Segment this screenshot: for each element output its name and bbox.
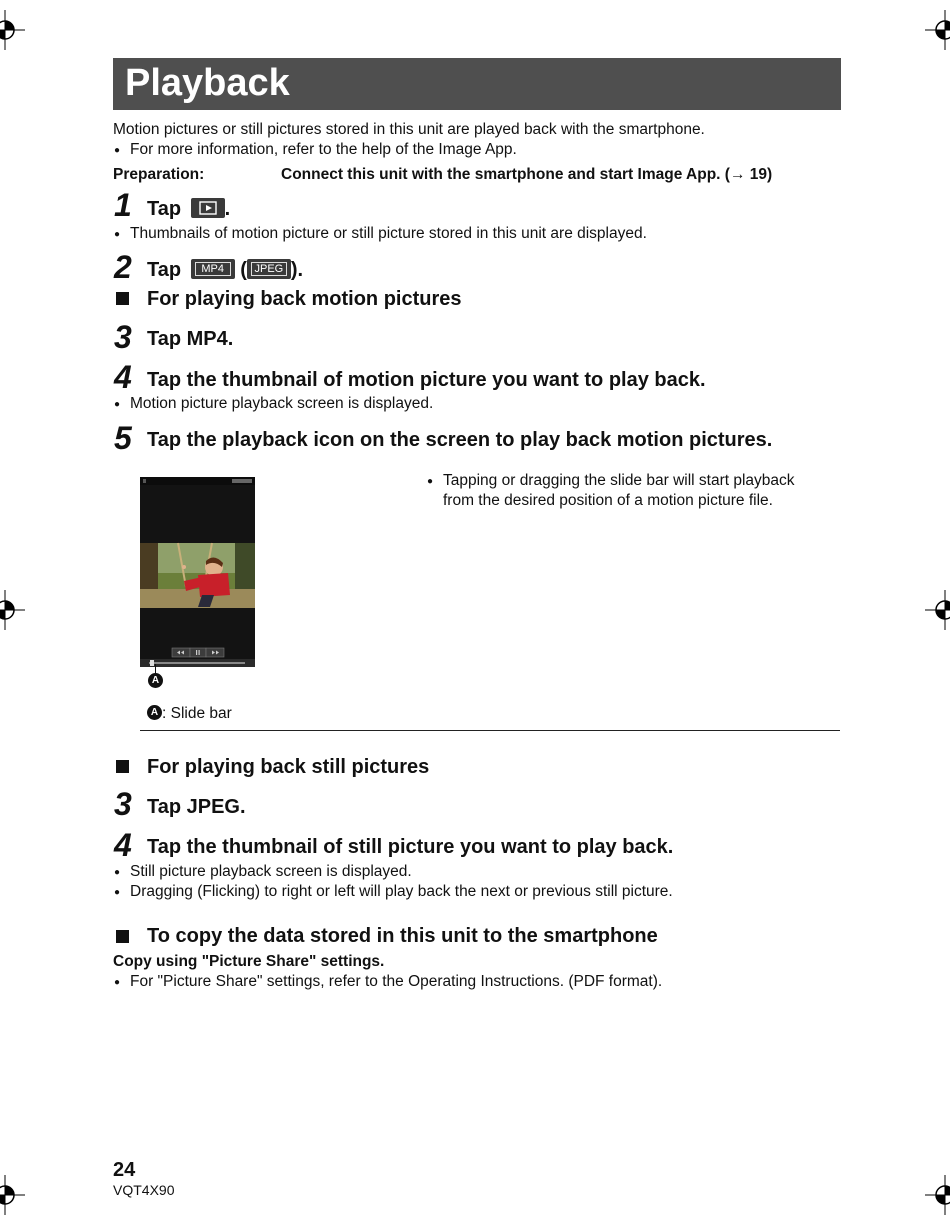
step-number: 3 [114,319,132,355]
registration-mark-icon [925,1175,950,1215]
jpeg-button-icon: JPEG [247,259,291,279]
callout-a-icon: A [148,673,163,688]
callout-marker [148,673,163,691]
step-4-motion-text: Tap the thumbnail of motion picture you want to play back. [147,369,706,391]
section-heading-motion: For playing back motion pictures [147,288,462,310]
step-4-still-bullet-2: ● Dragging (Flicking) to right or left will play back the next or previous still picture. [130,882,673,902]
page-number: 24 [113,1159,136,1181]
playback-mode-icon [191,198,225,218]
page-title-bar [113,58,841,110]
intro-bullet: ● For more information, refer to the help of the Image App. [130,140,517,160]
step-3-still-text: Tap JPEG. [147,796,246,818]
section-heading-copy: To copy the data stored in this unit to the smartphone [147,925,658,947]
divider [140,730,840,731]
step-number: 5 [114,420,132,456]
step-5-motion-text: Tap the playback icon on the screen to play back motion pictures. [147,429,773,451]
document-code: VQT4X90 [113,1182,175,1198]
registration-mark-icon [925,10,950,50]
step-3-motion-text: Tap MP4. [147,328,234,350]
playback-screen-image [140,477,255,667]
preparation-label: Preparation: [113,166,205,183]
registration-mark-icon [0,10,25,50]
step-2-text: Tap MP4 ( JPEG ). [147,259,304,281]
registration-mark-icon [0,1175,25,1215]
step-4-still-text: Tap the thumbnail of still picture you want to play back. [147,836,674,858]
step-number: 4 [114,827,132,863]
callout-a-icon: A [147,705,162,720]
step-number: 1 [114,187,132,223]
slide-note-line1: ● Tapping or dragging the slide bar will start playback [443,471,795,491]
smartphone-playback-screenshot [140,477,255,667]
step-1-label: Tap [147,198,182,220]
page-title: Playback [125,62,290,104]
step-4-motion-bullet: ● Motion picture playback screen is displayed. [130,394,433,414]
step-number: 4 [114,359,132,395]
step-number: 3 [114,786,132,822]
registration-mark-icon [925,590,950,630]
mp4-button-icon: MP4 [191,259,235,279]
section-square-icon [116,292,129,305]
step-number: 2 [114,249,132,285]
preparation-text: Connect this unit with the smartphone and start Image App. (→ 19) [281,166,773,183]
step-1-bullet: ● Thumbnails of motion picture or still picture stored in this unit are displayed. [130,224,647,244]
intro-text: Motion pictures or still pictures stored in this unit are played back with the smartphone. [113,121,705,138]
copy-instruction: Copy using "Picture Share" settings. [113,953,385,970]
section-square-icon [116,930,129,943]
section-square-icon [116,760,129,773]
slide-bar-caption: A : Slide bar [147,704,232,724]
section-heading-still: For playing back still pictures [147,756,430,778]
copy-bullet: ● For "Picture Share" settings, refer to the Operating Instructions. (PDF format). [130,972,662,992]
registration-mark-icon [0,590,25,630]
step-1-text: Tap . [147,198,231,220]
step-4-still-bullet-1: ● Still picture playback screen is displayed. [130,862,412,882]
slide-note-line2: from the desired position of a motion picture file. [443,492,773,509]
